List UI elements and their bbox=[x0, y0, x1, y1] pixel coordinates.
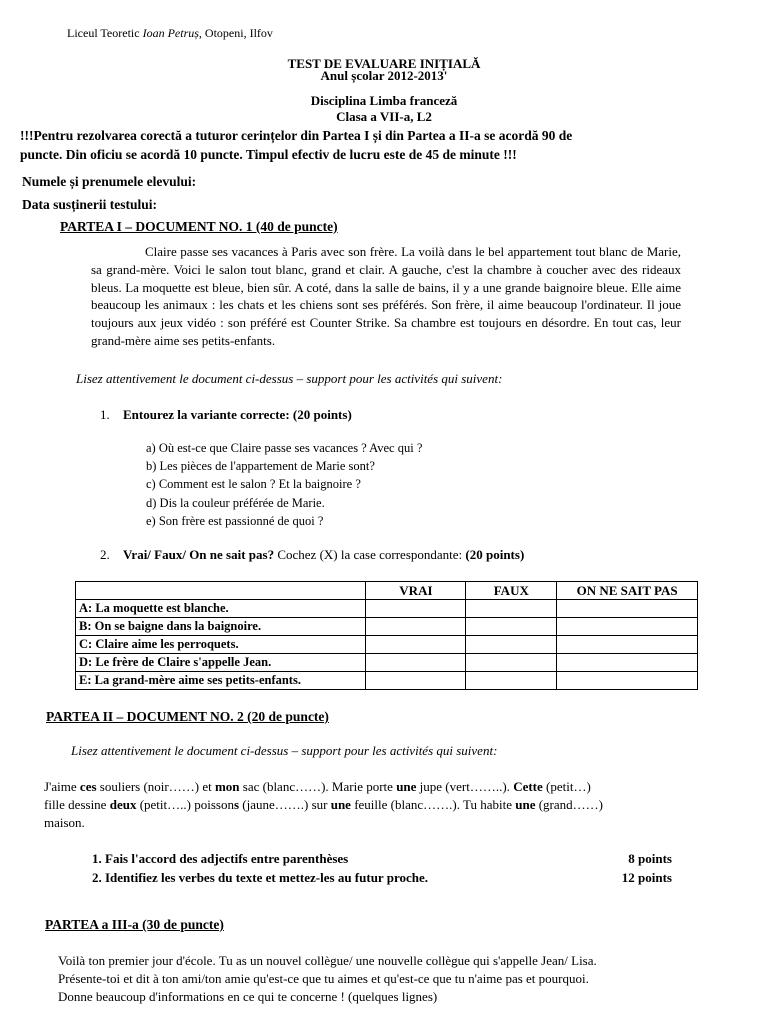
exercise-text: (petit…) bbox=[542, 779, 591, 794]
task2-bold: Vrai/ Faux/ On ne sait pas? bbox=[123, 547, 275, 562]
task2-number: 2. bbox=[100, 547, 110, 562]
table-header-vrai: VRAI bbox=[366, 582, 466, 600]
table-row bbox=[76, 672, 698, 690]
school-name: Ioan Petruș bbox=[142, 26, 199, 40]
part2-instruction: Lisez attentivement le document ci-dessus – support pour les activités qui suivent: bbox=[71, 743, 498, 758]
exercise-plural-mark: s bbox=[233, 797, 240, 812]
true-false-table bbox=[75, 581, 698, 690]
part2-exercise bbox=[44, 778, 724, 832]
answer-cell-faux[interactable] bbox=[466, 636, 557, 654]
statement-cell: A: La moquette est blanche. bbox=[76, 600, 366, 618]
exercise-determiner: deux bbox=[109, 797, 137, 812]
question-item: c) Comment est le salon ? Et la baignoire ? bbox=[146, 477, 361, 492]
part3-line: Voilà ton premier jour d'école. Tu as un nouvel collègue/ une nouvelle collègue qui s'appelle Jean/ Lisa. bbox=[58, 953, 597, 968]
part3-title: PARTEA a III-a (30 de puncte) bbox=[45, 917, 224, 932]
statement-cell: D: Le frère de Claire s'appelle Jean. bbox=[76, 654, 366, 672]
part3-line: Présente-toi et dit à ton ami/ton amie qu'est-ce que tu aimes et qu'est-ce que tu n'aime pas et pourquoi. bbox=[58, 971, 589, 986]
part2-task-points: 12 points bbox=[621, 870, 672, 885]
part3-text bbox=[58, 952, 708, 1006]
answer-cell-on-ne-sait-pas[interactable] bbox=[557, 654, 698, 672]
question-item: b) Les pièces de l'appartement de Marie sont? bbox=[146, 459, 375, 474]
student-name-label: Numele și prenumele elevului: bbox=[22, 174, 197, 189]
table-row bbox=[76, 618, 698, 636]
answer-cell-on-ne-sait-pas[interactable] bbox=[557, 672, 698, 690]
table-row bbox=[76, 636, 698, 654]
part1-title: PARTEA I – DOCUMENT NO. 1 (40 de puncte) bbox=[60, 219, 338, 234]
statement-cell: E: La grand-mère aime ses petits-enfants. bbox=[76, 672, 366, 690]
instructions-line-2: puncte. Din oficiu se acordă 10 puncte. Timpul efectiv de lucru este de 45 de minute !!! bbox=[20, 147, 517, 162]
part2-task-label: 1. Fais l'accord des adjectifs entre parenthèses bbox=[92, 851, 349, 866]
task2 bbox=[100, 547, 524, 563]
task2-text: Cochez (X) la case correspondante: bbox=[274, 547, 466, 562]
exercise-text: sac (blanc……). Marie porte bbox=[239, 779, 397, 794]
discipline: Disciplina Limba franceză bbox=[310, 93, 458, 108]
class-level: Clasa a VII-a, L2 bbox=[336, 109, 432, 124]
statement-cell: B: On se baigne dans la baignoire. bbox=[76, 618, 366, 636]
part3-line: Donne beaucoup d'informations en ce qui te concerne ! (quelques lignes) bbox=[58, 989, 438, 1004]
table-header-row bbox=[76, 582, 698, 600]
question-item: e) Son frère est passionné de quoi ? bbox=[146, 513, 324, 528]
table-row bbox=[76, 654, 698, 672]
answer-cell-faux[interactable] bbox=[466, 672, 557, 690]
task2-points: (20 points) bbox=[465, 547, 525, 562]
instructions-line-1: !!!Pentru rezolvarea corectă a tuturor cerințelor din Partea I și din Partea a II-a se acordă 90 de bbox=[20, 128, 573, 143]
table-row bbox=[76, 600, 698, 618]
answer-cell-vrai[interactable] bbox=[366, 600, 466, 618]
exercise-text: jupe (vert……..). bbox=[416, 779, 514, 794]
instructions-block bbox=[20, 126, 660, 164]
part2-title: PARTEA II – DOCUMENT NO. 2 (20 de puncte) bbox=[46, 709, 329, 724]
exercise-determiner: une bbox=[396, 779, 417, 794]
school-year: Anul școlar 2012-2013' bbox=[320, 68, 448, 83]
answer-cell-vrai[interactable] bbox=[366, 618, 466, 636]
exercise-text: feuille (blanc…….). Tu habite bbox=[350, 797, 516, 812]
school-suffix: , Otopeni, Ilfov bbox=[198, 26, 273, 40]
task1-label: Entourez la variante correcte: (20 points) bbox=[123, 407, 352, 422]
exercise-line-3: maison. bbox=[44, 815, 85, 830]
answer-cell-vrai[interactable] bbox=[366, 636, 466, 654]
part2-task-row bbox=[92, 849, 672, 868]
answer-cell-on-ne-sait-pas[interactable] bbox=[557, 600, 698, 618]
exercise-line-2 bbox=[44, 796, 724, 814]
exercise-determiner: une bbox=[330, 797, 351, 812]
exercise-determiner: mon bbox=[214, 779, 240, 794]
task1-number: 1. bbox=[100, 407, 110, 422]
part2-task-row bbox=[92, 868, 672, 887]
part1-text: Claire passe ses vacances à Paris avec son frère. La voilà dans le bel appartement tout blanc de Marie, sa grand-mère. Voici le salon tout blanc, grand et clair. A gauche, c'est la chambre à coucher avec des rideaux bleus. La moquette est bleue, bien sûr. A coté, dans la salle de bains, il y a une grande baignoire bleue. Elle aime beaucoup les animaux : les chats et les chiens sont ses préférés. Son frère, il aime beaucoup l'ordinateur. Il joue toujours aux jeux vidéo : son préféré est Counter Strike. Sa chambre est toujours en désordre. En tout cas, leur grand-mère aime ses petits-enfants. bbox=[91, 244, 681, 348]
answer-cell-vrai[interactable] bbox=[366, 672, 466, 690]
test-title: TEST DE EVALUARE INIȚIALĂ bbox=[287, 56, 481, 71]
question-item: d) Dis la couleur préférée de Marie. bbox=[146, 495, 325, 510]
test-date-label: Data susținerii testului: bbox=[22, 197, 157, 212]
part1-instruction: Lisez attentivement le document ci-dessus – support pour les activités qui suivent: bbox=[76, 371, 503, 386]
exercise-determiner: Cette bbox=[513, 779, 543, 794]
exercise-text: J'aime bbox=[44, 779, 80, 794]
table-header-on-ne-sait-pas: ON NE SAIT PAS bbox=[557, 582, 698, 600]
answer-cell-faux[interactable] bbox=[466, 600, 557, 618]
question-list bbox=[146, 439, 422, 530]
school-header bbox=[67, 26, 273, 41]
table-header-faux: FAUX bbox=[466, 582, 557, 600]
question-item: a) Où est-ce que Claire passe ses vacances ? Avec qui ? bbox=[146, 441, 423, 455]
exercise-text: (petit…..) poisson bbox=[136, 797, 234, 812]
school-prefix: Liceul Teoretic bbox=[67, 26, 140, 40]
exercise-determiner: une bbox=[515, 797, 536, 812]
exercise-text: (jaune…….) sur bbox=[239, 797, 331, 812]
answer-cell-on-ne-sait-pas[interactable] bbox=[557, 618, 698, 636]
exercise-text: (grand……) bbox=[535, 797, 603, 812]
part2-task-points: 8 points bbox=[628, 851, 672, 866]
exercise-line-1 bbox=[44, 778, 724, 796]
answer-cell-faux[interactable] bbox=[466, 618, 557, 636]
statement-cell: C: Claire aime les perroquets. bbox=[76, 636, 366, 654]
exercise-determiner: ces bbox=[79, 779, 97, 794]
answer-cell-on-ne-sait-pas[interactable] bbox=[557, 636, 698, 654]
task1 bbox=[100, 407, 352, 423]
table-header-blank bbox=[76, 582, 366, 600]
part2-tasks bbox=[92, 849, 672, 887]
part2-task-label: 2. Identifiez les verbes du texte et mettez-les au futur proche. bbox=[92, 870, 428, 885]
exercise-text: souliers (noir……) et bbox=[96, 779, 215, 794]
exercise-text: fille dessine bbox=[44, 797, 110, 812]
answer-cell-vrai[interactable] bbox=[366, 654, 466, 672]
answer-cell-faux[interactable] bbox=[466, 654, 557, 672]
